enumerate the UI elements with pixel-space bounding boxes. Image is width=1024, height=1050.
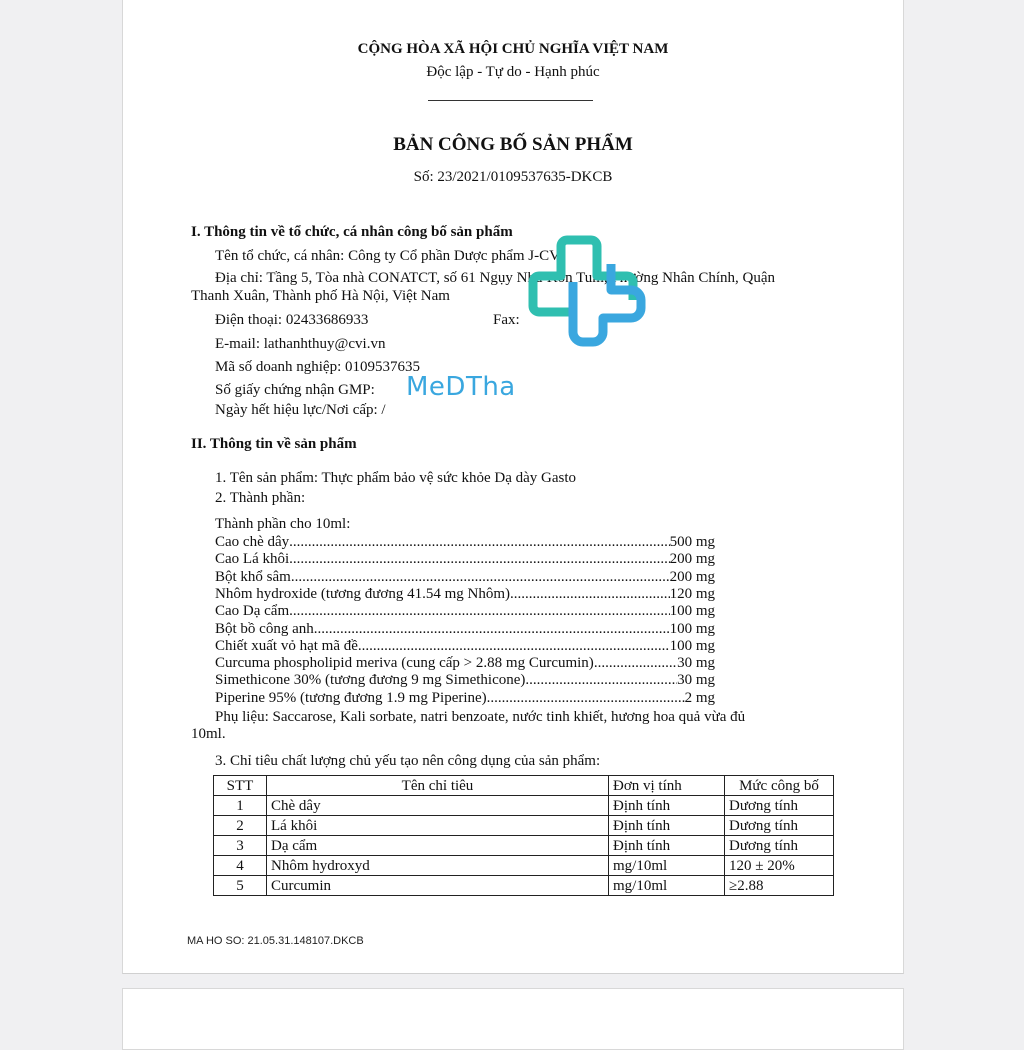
leader-dots	[289, 551, 669, 568]
leader-dots	[289, 603, 669, 620]
doc-number: Số: 23/2021/0109537635-DKCB	[413, 169, 613, 185]
motto: Độc lập - Tự do - Hạnh phúc	[426, 64, 600, 80]
quality-table	[213, 775, 834, 896]
ingredient-name: Curcuma phospholipid meriva (cung cấp > 2.88 mg Curcumin)	[215, 655, 594, 672]
ingredient-name: Bột bồ công anh	[215, 620, 314, 637]
header-unit: Đơn vị tính	[609, 776, 725, 796]
cell-name: Curcumin	[267, 876, 609, 896]
ingredient-row	[215, 586, 715, 603]
cell-unit: Định tính	[609, 796, 725, 816]
email: E-mail: lathanhthuy@cvi.vn	[215, 336, 386, 352]
ingredient-row	[215, 690, 715, 707]
ingredient-amount: 2 mg	[684, 689, 715, 706]
table-header-row	[214, 776, 834, 796]
quality-heading: 3. Chỉ tiêu chất lượng chủ yếu tạo nên công dụng của sản phẩm:	[215, 753, 601, 769]
ingredient-name: Piperine 95% (tương đương 1.9 mg Piperine)	[215, 689, 487, 706]
medical-cross-icon	[523, 230, 663, 410]
cell-stt: 3	[214, 836, 267, 856]
section2-heading: II. Thông tin về sản phẩm	[191, 436, 357, 452]
address-line2: Thanh Xuân, Thành phố Hà Nội, Việt Nam	[191, 288, 450, 304]
cell-name: Chè dây	[267, 796, 609, 816]
ingredient-row	[215, 655, 715, 672]
table-row	[214, 796, 834, 816]
cell-unit: mg/10ml	[609, 876, 725, 896]
leader-dots	[314, 621, 670, 638]
ingredient-name: Cao Lá khôi	[215, 551, 290, 568]
cell-stt: 2	[214, 816, 267, 836]
table-row	[214, 876, 834, 896]
header-rule	[428, 100, 593, 101]
ingredient-amount: 30 mg	[677, 672, 715, 689]
ingredient-amount: 500 mg	[669, 534, 715, 550]
ingredient-amount: 100 mg	[669, 620, 715, 637]
ingredient-row	[215, 603, 715, 620]
phone: Điện thoại: 02433686933	[215, 312, 369, 328]
table-row	[214, 816, 834, 836]
composition-per: Thành phần cho 10ml:	[215, 516, 351, 532]
ingredient-name: Simethicone 30% (tương đương 9 mg Simethicone)	[215, 672, 526, 689]
product-name: 1. Tên sản phẩm: Thực phẩm bảo vệ sức khỏe Dạ dày Gasto	[215, 470, 577, 486]
ingredient-name: Chiết xuất vỏ hạt mã đề	[215, 637, 358, 654]
ingredient-row	[215, 621, 715, 638]
cell-name: Lá khôi	[267, 816, 609, 836]
watermark-text: MeDTha	[406, 372, 516, 402]
ingredient-amount: 100 mg	[669, 637, 715, 654]
cell-unit: Định tính	[609, 836, 725, 856]
leader-dots	[358, 638, 670, 655]
header-stt: STT	[214, 776, 267, 796]
ingredient-name: Nhôm hydroxide (tương đương 41.54 mg Nhôm)	[215, 585, 511, 602]
excipients-line1: Phụ liệu: Saccarose, Kali sorbate, natri benzoate, nước tinh khiết, hương hoa quả vừa đủ	[215, 709, 746, 725]
ingredient-amount: 100 mg	[669, 603, 715, 620]
composition-label: 2. Thành phần:	[215, 490, 306, 506]
excipients-line2: 10ml.	[191, 726, 226, 742]
gmp-cert: Số giấy chứng nhận GMP:	[215, 382, 375, 398]
ingredient-name: Cao chè dây	[215, 534, 290, 550]
cell-level: ≥2.88	[725, 876, 834, 896]
ingredient-amount: 200 mg	[669, 568, 715, 585]
ingredient-row	[215, 672, 715, 689]
leader-dots	[487, 690, 685, 707]
cell-stt: 4	[214, 856, 267, 876]
leader-dots	[510, 586, 670, 603]
leader-dots	[291, 569, 670, 586]
org-name: Tên tổ chức, cá nhân: Công ty Cổ phần Dược phẩm J-CVI	[215, 248, 565, 264]
ingredient-row	[215, 534, 715, 551]
cell-level: Dương tính	[725, 796, 834, 816]
table-row	[214, 836, 834, 856]
next-page	[122, 988, 904, 1050]
leader-dots	[289, 534, 669, 551]
cell-level: 120 ± 20%	[725, 856, 834, 876]
tax-code: Mã số doanh nghiệp: 0109537635	[215, 359, 420, 375]
ingredient-row	[215, 638, 715, 655]
ingredient-name: Bột khổ sâm	[215, 568, 291, 585]
section1-heading: I. Thông tin về tổ chức, cá nhân công bố sản phẩm	[191, 224, 513, 240]
leader-dots	[525, 672, 677, 689]
cell-level: Dương tính	[725, 836, 834, 856]
address-line1: Địa chỉ: Tầng 5, Tòa nhà CONATCT, số 61 Ngụy Như Kon Tum, Phường Nhân Chính, Quận	[215, 270, 776, 286]
leader-dots	[594, 655, 677, 672]
fax: Fax:	[493, 312, 520, 328]
ingredient-amount: 30 mg	[677, 655, 715, 672]
cell-name: Nhôm hydroxyd	[267, 856, 609, 876]
cell-stt: 1	[214, 796, 267, 816]
header-level: Mức công bố	[725, 776, 834, 796]
table-row	[214, 856, 834, 876]
file-code: MA HO SO: 21.05.31.148107.DKCB	[187, 935, 364, 947]
cell-stt: 5	[214, 876, 267, 896]
ingredient-name: Cao Dạ cẩm	[215, 603, 290, 620]
cell-unit: mg/10ml	[609, 856, 725, 876]
header-name: Tên chỉ tiêu	[267, 776, 609, 796]
ingredient-amount: 120 mg	[669, 585, 715, 602]
ingredient-amount: 200 mg	[669, 551, 715, 568]
document-page	[122, 0, 904, 974]
cell-unit: Định tính	[609, 816, 725, 836]
cell-name: Dạ cẩm	[267, 836, 609, 856]
ingredient-row	[215, 569, 715, 586]
expiry: Ngày hết hiệu lực/Nơi cấp: /	[215, 402, 386, 418]
nation-header: CỘNG HÒA XÃ HỘI CHỦ NGHĨA VIỆT NAM	[357, 41, 669, 57]
ingredient-row	[215, 551, 715, 568]
doc-title: BẢN CÔNG BỐ SẢN PHẨM	[393, 134, 633, 155]
cell-level: Dương tính	[725, 816, 834, 836]
